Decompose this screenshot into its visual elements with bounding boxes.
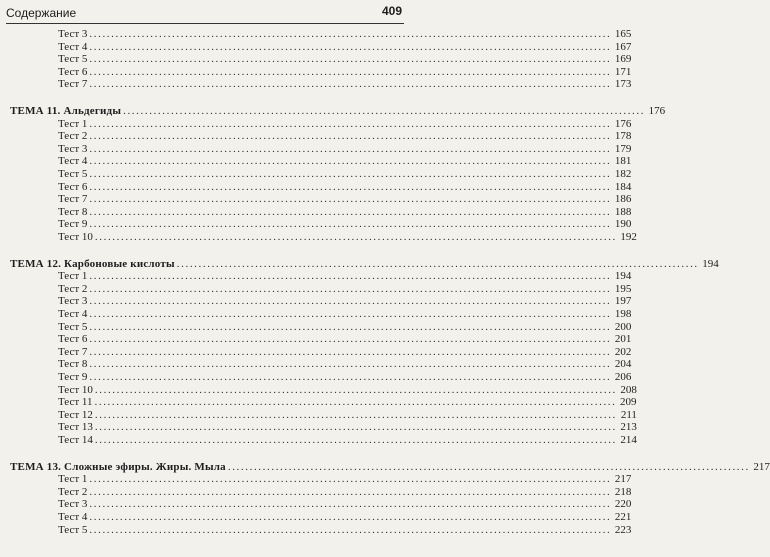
dot-leader: ........................................................................................................................ bbox=[89, 193, 612, 206]
entry-label: Тест 7 bbox=[58, 78, 88, 91]
entry-page-number: 211 bbox=[620, 408, 637, 421]
topic-title: ТЕМА 13. Сложные эфиры. Жиры. Мыла bbox=[10, 460, 226, 473]
entry-page-number: 202 bbox=[614, 345, 632, 358]
toc-entry bbox=[58, 523, 632, 537]
entry-page-number: 220 bbox=[614, 498, 632, 511]
entry-page-number: 195 bbox=[614, 282, 632, 295]
toc-entry bbox=[58, 270, 632, 283]
toc-entry bbox=[58, 130, 632, 143]
dot-leader: ........................................................................................................................ bbox=[89, 65, 612, 78]
entry-label: Тест 5 bbox=[58, 168, 88, 180]
entry-page-number: 167 bbox=[614, 40, 632, 53]
entry-label: Тест 4 bbox=[58, 40, 88, 53]
toc-entry bbox=[58, 511, 632, 524]
toc-entry bbox=[58, 117, 632, 131]
toc-entry bbox=[58, 231, 637, 244]
page-number: 409 bbox=[381, 4, 402, 18]
toc-entry bbox=[58, 53, 632, 66]
entry-label: Тест 14 bbox=[58, 434, 93, 446]
dot-leader: ........................................................................................................................ bbox=[89, 371, 612, 383]
dot-leader: ........................................................................................................................ bbox=[94, 408, 617, 421]
toc-entry bbox=[58, 498, 632, 511]
entry-page-number: 194 bbox=[614, 270, 632, 283]
dot-leader: ........................................................................................................................ bbox=[89, 270, 612, 283]
dot-leader: ........................................................................................................................ bbox=[89, 333, 612, 346]
dot-leader: ........................................................................................................................ bbox=[94, 396, 617, 409]
entry-page-number: 182 bbox=[614, 168, 632, 180]
entry-label: Тест 6 bbox=[58, 65, 88, 78]
toc-entry bbox=[58, 333, 632, 346]
entry-label: Тест 2 bbox=[58, 130, 88, 143]
entry-page-number: 173 bbox=[614, 78, 632, 91]
dot-leader: ........................................................................................................................ bbox=[89, 142, 612, 155]
entry-label: Тест 3 bbox=[58, 498, 88, 511]
dot-leader: ........................................................................................................................ bbox=[89, 498, 612, 511]
dot-leader: ........................................................................................................................ bbox=[176, 257, 699, 270]
toc-entry bbox=[58, 155, 632, 168]
entry-page-number: 176 bbox=[648, 105, 666, 117]
entry-label: Тест 8 bbox=[58, 205, 88, 218]
entry-label: Тест 3 bbox=[58, 28, 88, 40]
toc-entry bbox=[58, 142, 632, 156]
entry-page-number: 209 bbox=[620, 396, 637, 409]
entry-label: Тест 11 bbox=[58, 396, 93, 409]
dot-leader: ........................................................................................................................ bbox=[89, 180, 612, 193]
entry-page-number: 221 bbox=[614, 511, 632, 523]
toc-entry bbox=[58, 28, 632, 41]
entry-label: Тест 12 bbox=[58, 408, 93, 421]
dot-leader: ........................................................................................................................ bbox=[89, 308, 612, 320]
dot-leader: ........................................................................................................................ bbox=[89, 218, 612, 231]
entry-label: Тест 4 bbox=[58, 308, 88, 320]
entry-page-number: 179 bbox=[614, 142, 632, 155]
dot-leader: ........................................................................................................................ bbox=[89, 130, 612, 143]
toc-entry bbox=[58, 205, 632, 219]
entry-label: Тест 1 bbox=[58, 117, 88, 130]
entry-page-number: 190 bbox=[614, 218, 632, 231]
toc-entry bbox=[58, 193, 632, 206]
toc-entry bbox=[58, 78, 632, 91]
dot-leader: ........................................................................................................................ bbox=[227, 460, 750, 473]
entry-page-number: 188 bbox=[614, 205, 632, 218]
entry-page-number: 217 bbox=[753, 460, 770, 473]
dot-leader: ........................................................................................................................ bbox=[94, 231, 617, 243]
topic-heading bbox=[10, 460, 770, 474]
entry-label: Тест 9 bbox=[58, 218, 88, 231]
entry-page-number: 171 bbox=[614, 65, 632, 78]
dot-leader: ........................................................................................................................ bbox=[89, 345, 612, 358]
toc-entry bbox=[58, 40, 632, 54]
dot-leader: ........................................................................................................................ bbox=[89, 511, 612, 523]
entry-label: Тест 8 bbox=[58, 358, 88, 371]
entry-page-number: 192 bbox=[620, 231, 637, 243]
entry-label: Тест 2 bbox=[58, 282, 88, 295]
toc-entry bbox=[58, 320, 632, 334]
topic-title: ТЕМА 12. Карбоновые кислоты bbox=[10, 257, 175, 270]
toc-entry bbox=[58, 473, 632, 486]
entry-page-number: 198 bbox=[614, 308, 632, 320]
entry-label: Тест 4 bbox=[58, 511, 88, 523]
entry-page-number: 181 bbox=[614, 155, 632, 168]
entry-page-number: 165 bbox=[614, 28, 632, 40]
entry-label: Тест 13 bbox=[58, 421, 93, 434]
dot-leader: ........................................................................................................................ bbox=[94, 383, 617, 396]
entry-label: Тест 6 bbox=[58, 333, 88, 346]
topic-heading bbox=[10, 257, 719, 271]
entry-label: Тест 3 bbox=[58, 295, 88, 308]
topic-title: ТЕМА 11. Альдегиды bbox=[10, 105, 122, 117]
entry-label: Тест 1 bbox=[58, 473, 88, 486]
entry-label: Тест 5 bbox=[58, 53, 88, 66]
toc-entry bbox=[58, 485, 632, 499]
toc-entry bbox=[58, 421, 637, 434]
entry-page-number: 208 bbox=[620, 383, 637, 396]
entry-page-number: 218 bbox=[614, 485, 632, 498]
entry-label: Тест 9 bbox=[58, 371, 88, 383]
toc-entry bbox=[58, 408, 637, 422]
toc-entry bbox=[58, 180, 632, 194]
toc-entry bbox=[58, 282, 632, 296]
toc-entry bbox=[58, 383, 637, 397]
toc-entry bbox=[58, 358, 632, 371]
dot-leader: ........................................................................................................................ bbox=[89, 523, 612, 536]
topic-heading bbox=[10, 105, 666, 118]
dot-leader: ........................................................................................................................ bbox=[89, 295, 612, 308]
dot-leader: ........................................................................................................................ bbox=[89, 485, 612, 498]
toc-entry bbox=[58, 434, 637, 447]
toc-entry bbox=[58, 308, 632, 321]
entry-label: Тест 3 bbox=[58, 142, 88, 155]
dot-leader: ........................................................................................................................ bbox=[89, 78, 612, 91]
entry-label: Тест 7 bbox=[58, 193, 88, 206]
dot-leader: ........................................................................................................................ bbox=[123, 105, 646, 117]
entry-label: Тест 10 bbox=[58, 231, 93, 243]
toc-entry bbox=[58, 218, 632, 231]
dot-leader: ........................................................................................................................ bbox=[89, 53, 612, 66]
entry-label: Тест 6 bbox=[58, 180, 88, 193]
entry-label: Тест 7 bbox=[58, 345, 88, 358]
entry-page-number: 213 bbox=[620, 421, 637, 434]
entry-label: Тест 1 bbox=[58, 270, 88, 283]
entry-page-number: 204 bbox=[614, 358, 632, 371]
running-title: Содержание bbox=[6, 6, 77, 20]
entry-page-number: 201 bbox=[614, 333, 632, 346]
dot-leader: ........................................................................................................................ bbox=[89, 282, 612, 295]
entry-page-number: 176 bbox=[614, 117, 632, 130]
dot-leader: ........................................................................................................................ bbox=[89, 205, 612, 218]
toc-entry bbox=[58, 65, 632, 79]
dot-leader: ........................................................................................................................ bbox=[89, 155, 612, 168]
entry-page-number: 169 bbox=[614, 53, 632, 66]
entry-label: Тест 10 bbox=[58, 383, 93, 396]
toc-entry bbox=[58, 168, 632, 181]
entry-page-number: 217 bbox=[614, 473, 632, 486]
entry-page-number: 223 bbox=[614, 523, 632, 536]
dot-leader: ........................................................................................................................ bbox=[89, 473, 612, 486]
toc-entry bbox=[58, 371, 632, 384]
toc-entry bbox=[58, 345, 632, 359]
dot-leader: ........................................................................................................................ bbox=[89, 358, 612, 371]
toc-entry bbox=[58, 295, 632, 308]
entry-page-number: 200 bbox=[614, 320, 632, 333]
dot-leader: ........................................................................................................................ bbox=[89, 117, 612, 130]
dot-leader: ........................................................................................................................ bbox=[89, 28, 612, 40]
dot-leader: ........................................................................................................................ bbox=[89, 320, 612, 333]
entry-page-number: 206 bbox=[614, 371, 632, 383]
dot-leader: ........................................................................................................................ bbox=[89, 168, 612, 180]
entry-page-number: 186 bbox=[614, 193, 632, 206]
entry-label: Тест 4 bbox=[58, 155, 88, 168]
entry-label: Тест 2 bbox=[58, 485, 88, 498]
entry-page-number: 184 bbox=[614, 180, 632, 193]
entry-page-number: 194 bbox=[702, 257, 719, 270]
entry-label: Тест 5 bbox=[58, 523, 88, 536]
dot-leader: ........................................................................................................................ bbox=[94, 421, 617, 434]
toc-entry bbox=[58, 396, 637, 409]
entry-page-number: 214 bbox=[620, 434, 637, 446]
entry-page-number: 178 bbox=[614, 130, 632, 143]
dot-leader: ........................................................................................................................ bbox=[89, 40, 612, 53]
entry-page-number: 197 bbox=[614, 295, 632, 308]
dot-leader: ........................................................................................................................ bbox=[94, 434, 617, 446]
entry-label: Тест 5 bbox=[58, 320, 88, 333]
